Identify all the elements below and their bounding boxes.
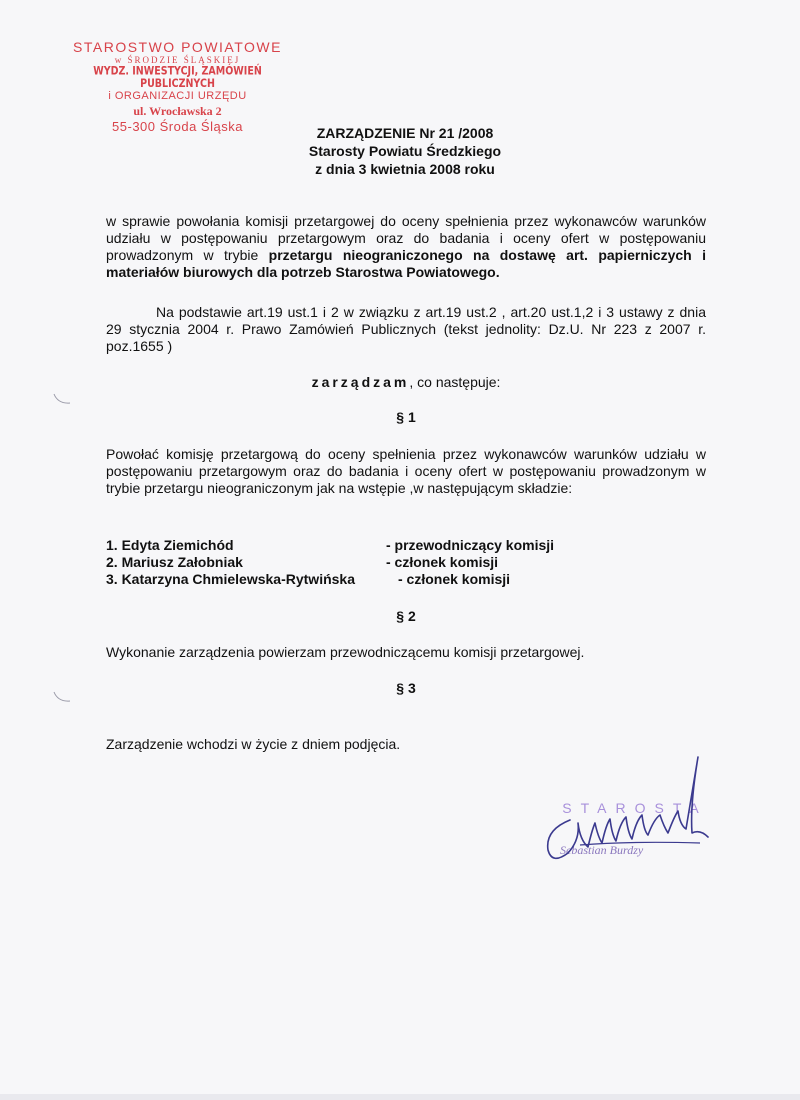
member-name: 1. Edyta Ziemichód	[106, 537, 234, 553]
list-item	[106, 571, 706, 588]
issuing-authority: Starosty Powiatu Średzkiego	[308, 143, 502, 159]
member-name: 3. Katarzyna Chmielewska-Rytwińska	[106, 571, 355, 587]
stamp-line: STAROSTWO POWIATOWE	[73, 39, 282, 55]
section-2-heading: § 2	[396, 608, 416, 624]
stamp-line: WYDZ. INWESTYCJI, ZAMÓWIEŃ PUBLICZNYCH	[93, 64, 262, 90]
committee-members-list	[106, 537, 706, 588]
stamp-line: w ŚRODZIE ŚLĄSKIEJ	[114, 55, 241, 65]
decree-word: zarządzam	[311, 374, 410, 390]
list-item	[106, 554, 706, 571]
section-2-text: Wykonanie zarządzenia powierzam przewodniczącemu komisji przetargowej.	[106, 644, 585, 660]
section-1-text: Powołać komisję przetargową do oceny spełnienia przez wykonawców warunków udziału w postępowaniu przetargowym oraz do badania i oceny ofert w postępowaniu prowadzonym w trybie przetargu nieograniczonym jak na wstępie ,w następującym składzie:	[106, 446, 706, 496]
subject-bold-text: przetargu nieograniczonego na dostawę art. papierniczych i materiałów biurowych dla potrzeb Starostwa Powiatowego.	[106, 247, 706, 280]
office-stamp	[70, 40, 285, 133]
list-item	[106, 537, 706, 554]
stamp-line: i ORGANIZACJI URZĘDU	[108, 90, 247, 102]
document-date: z dnia 3 kwietnia 2008 roku	[315, 161, 495, 177]
stamp-line: ul. Wrocławska 2	[133, 104, 222, 118]
section-1-heading: § 1	[396, 409, 416, 425]
official-title-stamp: STAROSTA	[562, 800, 708, 816]
subject-text: w sprawie powołania komisji przetargowej do oceny spełnienia przez wykonawców warunków udziału w postępowaniu przetargowym oraz do badania i oceny ofert w postępowaniu prowadzonym w trybie	[106, 213, 706, 263]
punch-hole-mark	[52, 690, 74, 704]
member-role: - członek komisji	[398, 571, 511, 587]
section-3-text: Zarządzenie wchodzi w życie z dniem podjęcia.	[106, 736, 401, 752]
official-name-stamp: Sebastian Burdzy	[560, 843, 644, 857]
document-header	[250, 124, 560, 178]
member-role: - przewodniczący komisji	[386, 537, 555, 553]
stamp-line: 55-300 Środa Śląska	[112, 119, 243, 134]
member-name: 2. Mariusz Załobniak	[106, 554, 243, 570]
subject-paragraph	[106, 213, 706, 281]
decree-rest: , co następuje:	[409, 374, 501, 390]
signature-block	[540, 745, 720, 875]
punch-hole-mark	[52, 392, 74, 406]
decree-line	[106, 374, 706, 390]
section-3-heading: § 3	[396, 680, 416, 696]
document-title: ZARZĄDZENIE Nr 21 /2008	[316, 125, 494, 141]
member-role: - członek komisji	[386, 554, 499, 570]
legal-basis-paragraph: Na podstawie art.19 ust.1 i 2 w związku z art.19 ust.2 , art.20 ust.1,2 i 3 ustawy z dnia 29 stycznia 2004 r. Prawo Zamówień Publicznych (tekst jednolity: Dz.U. Nr 223 z 2007 r. poz.1655 )	[106, 304, 706, 354]
handwritten-signature	[540, 745, 720, 875]
